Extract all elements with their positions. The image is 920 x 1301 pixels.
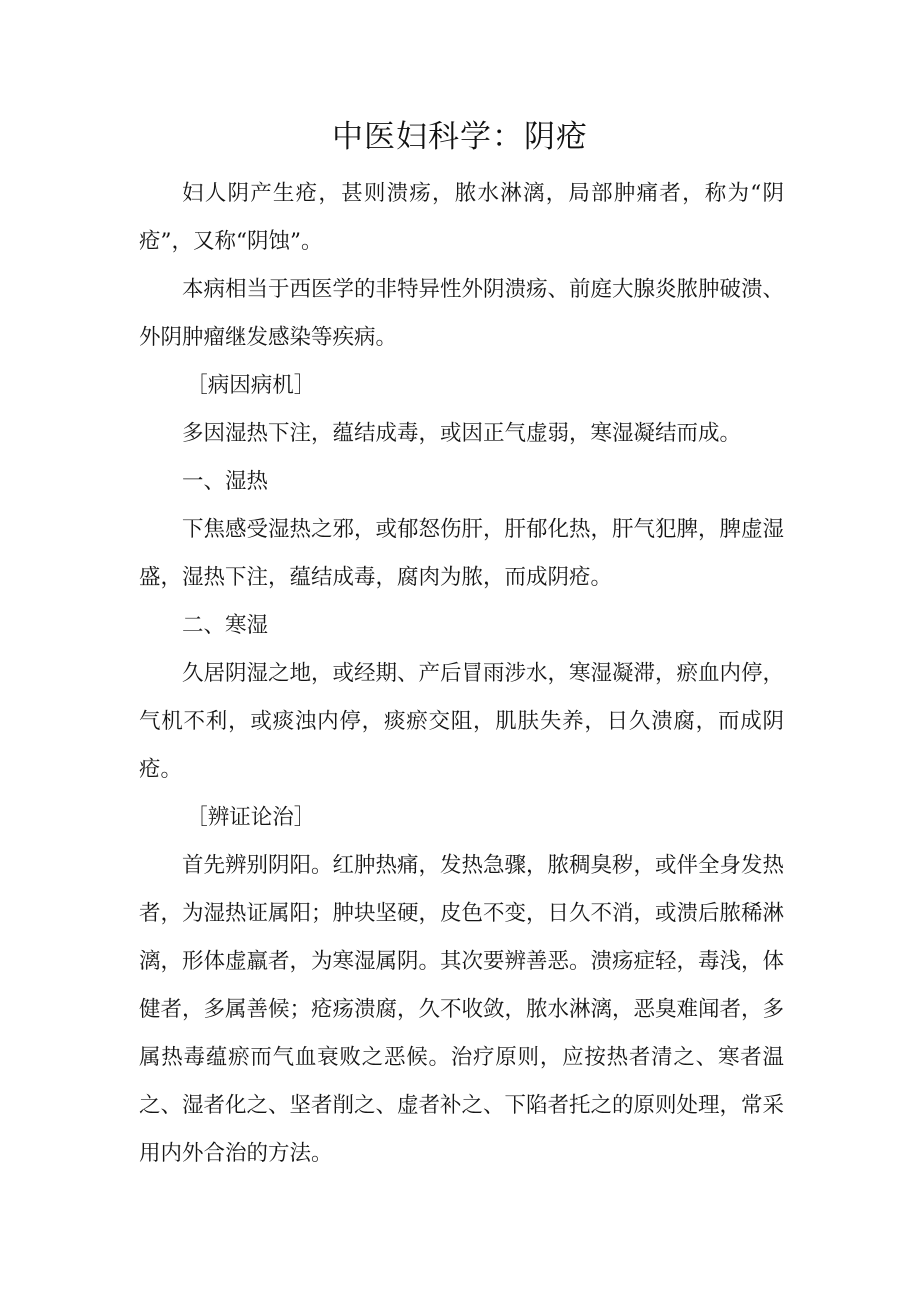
paragraph-definition: 妇人阴产生疮，甚则溃疡，脓水淋漓，局部肿痛者，称为“阴疮”，又称“阴蚀”。 bbox=[139, 181, 784, 254]
paragraph-etiology-summary: 多因湿热下注，蕴结成毒，或因正气虚弱，寒湿凝结而成。 bbox=[182, 421, 742, 446]
paragraph-western-equivalent: 本病相当于西医学的非特异性外阴溃疡、前庭大腺炎脓肿破溃、外阴肿瘤继发感染等疾病。 bbox=[139, 277, 785, 350]
page-title: 中医妇科学：阴疮 bbox=[332, 119, 588, 155]
paragraph-diagnosis: 首先辨别阴阳。红肿热痛，发热急骤，脓稠臭秽，或伴全身发热者，为湿热证属阳；肿块坚硬，皮色不变，日久不消，或溃后脓稀淋漓，形体虚羸者，为寒湿属阴。其次要辨善恶。溃疡症轻，毒浅，体健者，多属善候；疮疡溃腐，久不收敛，脓水淋漓，恶臭难闻者，多属热毒蕴瘀而气血衰败之恶候。治疗原则，应按热者清之、寒者温之、湿者化之、坚者削之、虚者补之、下陷者托之的原则处理，常采用内外合治的方法。 bbox=[139, 853, 785, 1166]
paragraph-damp-heat: 下焦感受湿热之邪，或郁怒伤肝，肝郁化热，肝气犯脾，脾虚湿盛，湿热下注，蕴结成毒，腐肉为脓，而成阴疮。 bbox=[139, 517, 785, 590]
document-body bbox=[139, 170, 784, 1178]
section-heading-diagnosis: ［辨证论治］ bbox=[186, 805, 316, 830]
section-heading-etiology: ［病因病机］ bbox=[186, 373, 316, 398]
subheading-damp-heat: 一、湿热 bbox=[182, 469, 269, 494]
paragraph-cold-damp: 久居阴湿之地，或经期、产后冒雨涉水，寒湿凝滞，瘀血内停，气机不利，或痰浊内停，痰瘀交阻，肌肤失养，日久溃腐，而成阴疮。 bbox=[139, 661, 785, 782]
subheading-cold-damp: 二、寒湿 bbox=[182, 613, 269, 638]
